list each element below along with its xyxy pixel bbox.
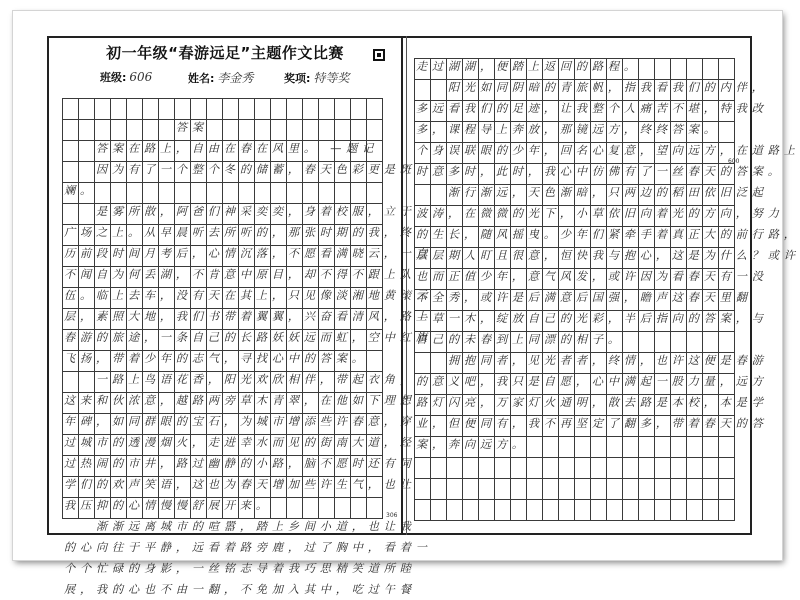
essay-right-line: 也而正值少年，意气风发，或许因为看春天有一没 — [416, 270, 768, 283]
class-label: 班级: — [100, 71, 127, 84]
essay-left-line: 这来和伙浓意，越路两旁草木青翠，在他如下理想 — [64, 394, 416, 407]
essay-left-line: 过城市的透漫烟火，走进幸水而见的街南大道，经 — [64, 436, 416, 449]
essay-right-line: 个身误联眼的少年，回名心复意，望向远方，在道路上 — [416, 144, 800, 157]
award-label: 奖项: — [284, 72, 311, 85]
essay-right-line: 的生长，随风摇曳。少年们紧牵手着真正大的前行路， — [416, 228, 800, 241]
essay-right-line: 多远看我们的足迹，让我整个人痛苦不堪，特我改 — [416, 102, 768, 115]
essay-right-line: 案，奔向远方。 — [416, 438, 528, 451]
essay-right-line: 波涛，在微微的光下，小草依旧向着光的方向，努力 — [416, 207, 784, 220]
essay-right-line: 阳光如同阴暗的青旅帆，指我看我们的内伴， — [416, 81, 768, 94]
essay-left-line: 层，素照大地，我们书带着翼翼，兴奋看清风，路上 — [64, 310, 432, 323]
name-field — [188, 69, 253, 85]
essay-right-line: 时意多时，此时，我心中仿佛有了一丝春天的答案。 — [416, 165, 784, 178]
name-value: 李金秀 — [217, 71, 254, 85]
essay-right-line: 的意义吧，我只是自愿，心中满起一股力量，远方 — [416, 375, 768, 388]
essay-left-line: 春游的旅途，一条自己的长路妖妖远而虹，空中红旗 — [64, 331, 432, 344]
essay-left-line: 飞扬，带着少年的志气，寻找心中的答案。 — [64, 352, 368, 365]
name-label: 姓名: — [188, 72, 215, 85]
essay-left-line — [64, 96, 432, 117]
essay-right-line: 层层期人盯且很意，恒快我与抱心，这是为什么？或许 — [416, 249, 800, 262]
essay-right-line: 业，但便同有，我不再坚定了翻多，带着春天的答 — [416, 417, 768, 430]
essay-right-line: 不全秀，或许是后满意后国强，瞻声这春天里翻 — [416, 291, 752, 304]
essay-left-line: 年碑，如同群眼的宝石，为城市增添些许春意，穿 — [64, 415, 416, 428]
award-field — [284, 69, 349, 85]
class-field — [100, 69, 152, 85]
essay-left-line: 伍。临上去车，没有天在其上，只见像淡湘地黄滚云 — [64, 289, 432, 302]
word-count-right: 600 — [728, 158, 740, 165]
essay-right-line: 自己的未春到上同漂的相子。 — [416, 333, 624, 346]
essay-left-line: 一路上鸟语花香，阳光欢欣相伴，带起衣角， — [64, 373, 416, 386]
essay-left-line: 个个忙碌的身影，一丝铭志导着我巧思精笑道所睦 — [64, 562, 416, 575]
essay-right-line: 拥抱同者，见光者者，终情，也许这便是春游 — [416, 354, 768, 367]
sheet-title: 初一年级“春游远足”主题作文比赛 — [106, 44, 344, 62]
essay-right-line: 路灯闪亮，万家灯火通明，散去路是本校，本是学 — [416, 396, 768, 409]
essay-left-line: 历前段时间月考后，心情沉落，不愿看满晓云，一直 — [64, 247, 432, 260]
essay-left-line: 不闻自为何丢湖，不肯意中原目，却不得不跟上队 — [64, 268, 416, 281]
essay-left-line: 答案在路上，自由在春在风里。 —题记 — [64, 142, 379, 155]
essay-left-line: 过热闹的市井，路过幽静的小路，脑不愿时还有同 — [64, 457, 416, 470]
essay-left-line: 渐渐远离城市的喧嚣，踏上乡间小道，也让我 — [64, 520, 416, 533]
qr-square-icon — [373, 49, 385, 61]
essay-left-line: 展，我的心也不由一翻，不免加入其中，吃过午餐 — [64, 583, 416, 596]
word-count-left: 306 — [386, 512, 398, 519]
essay-left-line: 我压抑的心情慢慢舒展开来。 — [64, 499, 272, 512]
essay-left-line: 斓。 — [64, 184, 96, 197]
essay-left-line: 因为有了一个整个冬的储蓄，春天色彩更是斑 — [64, 163, 416, 176]
essay-text-left — [64, 96, 432, 600]
class-value: 606 — [129, 70, 153, 84]
essay-right-line: 渐行渐远，天色渐暗，只两边的稻田依旧泛起 — [416, 186, 768, 199]
essay-left-line: 的心向往于平静，远看着路旁鹿，过了胸中，看着一 — [64, 541, 432, 554]
essay-left-line: 广场之上。从早晨听去所听的，那张时期的我，终 — [64, 226, 416, 239]
essay-left-line: 是雾所散，阿爸们神采奕奕，身着校服，立于 — [64, 205, 416, 218]
essay-right-line: 走过湖湖，便踏上返回的路程。 — [416, 60, 640, 73]
essay-left-line: 学们的欢声笑语，这也为春天增加些许生气，也让 — [64, 478, 416, 491]
essay-left-line: 答案 — [64, 121, 208, 134]
essay-right-line: 一草一木，绽放自己的光彩，半后指向的答案，与 — [416, 312, 768, 325]
essay-text-right — [416, 56, 800, 455]
essay-right-line: 多，课程导上奔放，那镜远方，终终答案。 — [416, 123, 720, 136]
award-value: 特等奖 — [313, 71, 350, 85]
